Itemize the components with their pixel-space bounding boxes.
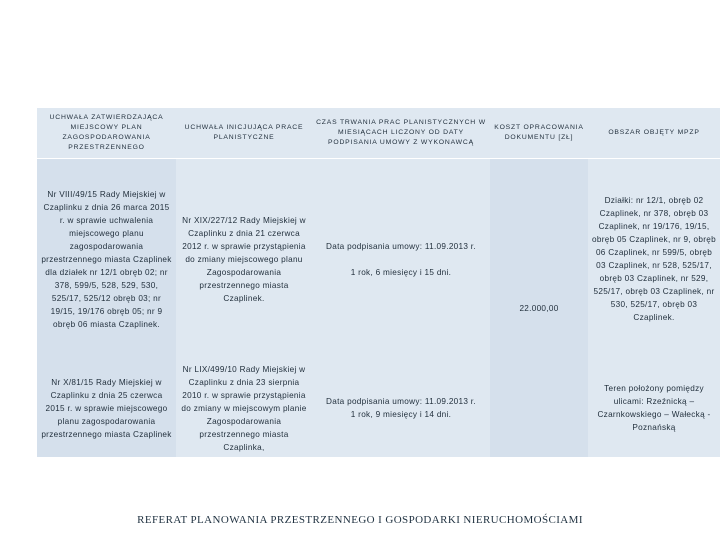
cell-initiating: Nr XIX/227/12 Rady Miejskiej w Czaplinku z dnia 21 czerwca 2012 r. w sprawie przystąpienia do zmiany miejscowego planu Zagospodarowania przestrzennego miasta Czaplinek. — [176, 159, 312, 360]
plans-table — [37, 108, 720, 457]
cell-duration: Data podpisania umowy: 11.09.2013 r. 1 rok, 9 miesięcy i 14 dni. — [312, 359, 490, 457]
cell-area: Teren położony pomiędzy ulicami: Rzeźnicką – Czarnkowskiego – Wałecką - Poznańską — [588, 359, 720, 457]
header-row — [37, 108, 720, 159]
cell-initiating: Nr LIX/499/10 Rady Miejskiej w Czaplinku z dnia 23 sierpnia 2010 r. w sprawie przystąpienia do zmiany w miejscowym planie Zagospodarowania przestrzennego miasta Czaplinka, — [176, 359, 312, 457]
header-duration: CZAS TRWANIA PRAC PLANISTYCZNYCH W MIESIĄCACH LICZONY OD DATY PODPISANIA UMOWY Z WYKONAWCĄ — [312, 108, 490, 159]
table-row — [37, 159, 720, 360]
footer-title: REFERAT PLANOWANIA PRZESTRZENNEGO I GOSPODARKI NIERUCHOMOŚCIAMI — [137, 514, 583, 526]
header-initiating: UCHWAŁA INICJUJĄCA PRACE PLANISTYCZNE — [176, 108, 312, 159]
header-area: OBSZAR OBJĘTY MPZP — [588, 108, 720, 159]
cell-approval: Nr VIII/49/15 Rady Miejskiej w Czaplinku z dnia 26 marca 2015 r. w sprawie uchwalenia miejscowego planu zagospodarowania przestrzennego miasta Czaplinek dla działek nr 12/1 obręb 02; nr 378, 599/5, 528, 529, 530, 525/17, 525/12 obręb 03; nr 19/15, 19/176 obręb 05; nr 9 obręb 06 miasta Czaplinek. — [37, 159, 176, 360]
header-approval: UCHWAŁA ZATWIERDZAJĄCA MIEJSCOWY PLAN ZAGOSPODAROWANIA PRZESTRZENNEGO — [37, 108, 176, 159]
table-row — [37, 359, 720, 457]
cell-approval: Nr X/81/15 Rady Miejskiej w Czaplinku z dnia 25 czerwca 2015 r. w sprawie miejscowego planu zagospodarowania przestrzennego miasta Czaplinek — [37, 359, 176, 457]
cell-duration: Data podpisania umowy: 11.09.2013 r. 1 rok, 6 miesięcy i 15 dni. — [312, 159, 490, 360]
header-cost: KOSZT OPRACOWANIA DOKUMENTU [ZŁ] — [490, 108, 588, 159]
cell-area: Działki: nr 12/1, obręb 02 Czaplinek, nr 378, obręb 03 Czaplinek, nr 19/176, 19/15, obręb 05 Czaplinek, nr 9, obręb 06 Czaplinek, nr 599/5, obręb 03 Czaplinek, nr 528, 525/17, obręb 03 Czaplinek, nr 529, 525/17, obręb 03 Czaplinek, nr 530, 525/17, obręb 03 Czaplinek. — [588, 159, 720, 360]
top-margin — [0, 0, 720, 108]
cell-cost: 22.000,00 — [490, 159, 588, 458]
